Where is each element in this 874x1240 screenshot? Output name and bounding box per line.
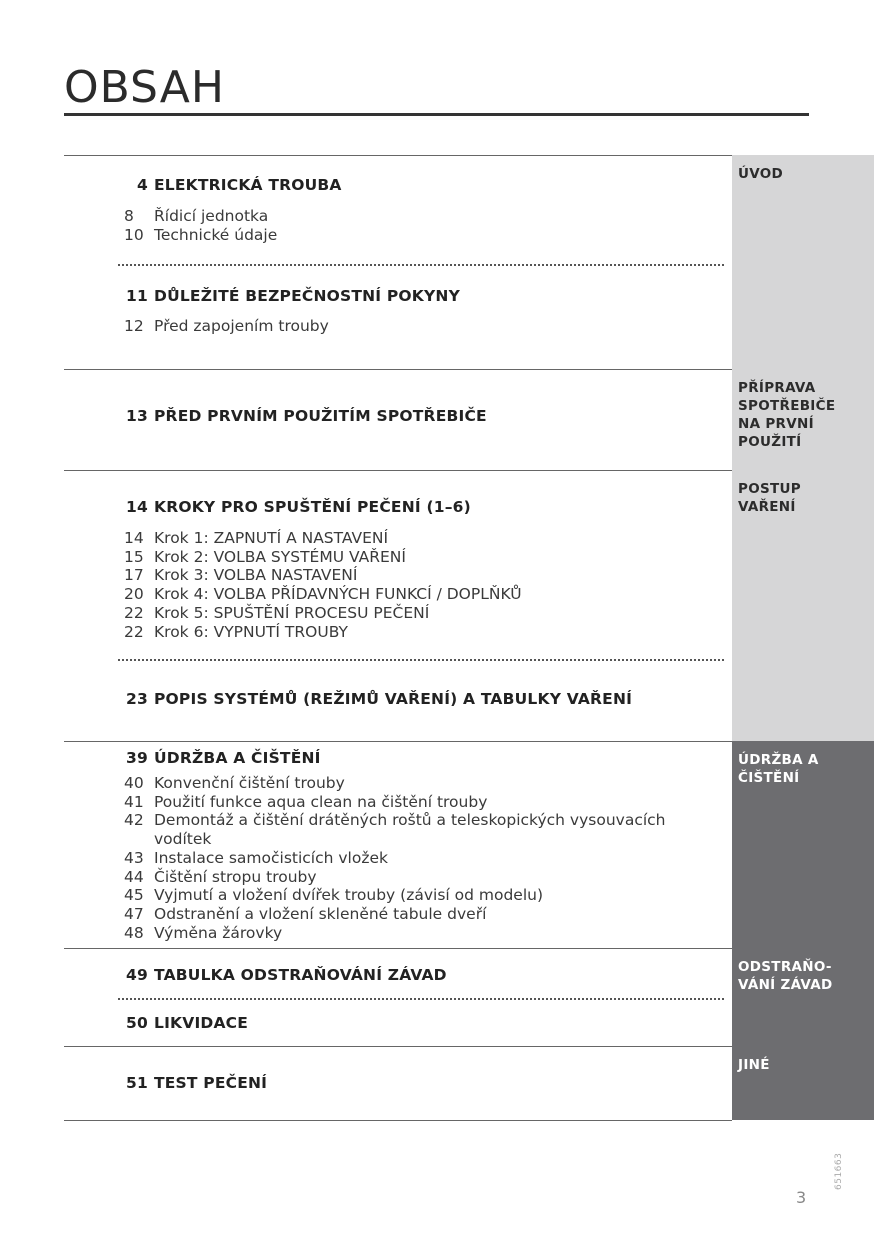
toc-item-text: Krok 6: VYPNUTÍ TROUBY (154, 623, 348, 641)
toc-item-text: Krok 1: ZAPNUTÍ A NASTAVENÍ (154, 529, 389, 547)
toc-page-number: 17 (124, 566, 144, 584)
toc-item-text: Výměna žárovky (154, 924, 283, 942)
toc-section-odstranovani-zavad (64, 948, 874, 1046)
toc-item-text: Konvenční čištění trouby (154, 774, 345, 792)
toc-page-number: 47 (124, 905, 144, 923)
toc-heading-text: KROKY PRO SPUŠTĚNÍ PEČENÍ (1–6) (154, 498, 471, 516)
toc-page-number: 48 (124, 924, 144, 942)
section-tab-label: ODSTRAŇO- VÁNÍ ZÁVAD (738, 959, 833, 993)
toc-item-text: Krok 5: SPUŠTĚNÍ PROCESU PEČENÍ (154, 604, 430, 622)
toc-page-number: 14 (126, 498, 148, 516)
toc-heading-text: POPIS SYSTÉMŮ (REŽIMŮ VAŘENÍ) A TABULKY VAŘENÍ (154, 690, 633, 708)
toc-heading-text: TABULKA ODSTRAŇOVÁNÍ ZÁVAD (154, 966, 447, 984)
toc-page-number: 41 (124, 793, 144, 811)
title-rule (64, 113, 809, 116)
toc-item-text: Krok 2: VOLBA SYSTÉMU VAŘENÍ (154, 548, 406, 566)
document-code: 651663 (834, 1152, 844, 1190)
toc-page-number: 11 (126, 287, 148, 305)
toc-heading-text: ELEKTRICKÁ TROUBA (154, 176, 342, 194)
toc-page-number: 49 (126, 966, 148, 984)
section-tab-label: POSTUP VAŘENÍ (738, 481, 801, 515)
toc-heading-text: LIKVIDACE (154, 1014, 249, 1032)
toc-item-text: vodítek (154, 830, 212, 848)
toc-page-number: 43 (124, 849, 144, 867)
toc-item-text: Vyjmutí a vložení dvířek trouby (závisí od modelu) (154, 886, 544, 904)
section-tab-label: ÚDRŽBA A ČIŠTĚNÍ (738, 752, 819, 786)
section-tab-uvod (732, 155, 874, 369)
toc-page-number: 4 (137, 176, 148, 194)
toc-page-number: 51 (126, 1074, 148, 1092)
toc-page-number: 8 (124, 207, 134, 225)
toc-page-number: 40 (124, 774, 144, 792)
toc-page-number: 42 (124, 811, 144, 829)
section-tab-label: ÚVOD (738, 166, 784, 182)
section-tab-label: JINÉ (738, 1057, 770, 1073)
section-tab-odstranovani-zavad (732, 948, 874, 1046)
toc-page-number: 12 (124, 317, 144, 335)
toc-item-text: Před zapojením trouby (154, 317, 329, 335)
toc-item-text: Technické údaje (154, 226, 278, 244)
toc-page-number: 13 (126, 407, 148, 425)
toc-heading-text: PŘED PRVNÍM POUŽITÍM SPOTŘEBIČE (154, 407, 487, 425)
toc-page-number: 50 (126, 1014, 148, 1032)
toc-page-number: 23 (126, 690, 148, 708)
dotted-separator (118, 659, 724, 661)
toc-section-uvod (64, 155, 874, 369)
toc-page-number: 14 (124, 529, 144, 547)
section-tab-priprava (732, 369, 874, 470)
dotted-separator (118, 264, 724, 266)
toc-item-text: Čištění stropu trouby (154, 868, 317, 886)
toc-page-number: 20 (124, 585, 144, 603)
toc-section-postup-vareni (64, 470, 874, 741)
toc-page-number: 39 (126, 749, 148, 767)
toc-heading-text: TEST PEČENÍ (154, 1074, 268, 1092)
toc-section-jine (64, 1046, 874, 1120)
page-number: 3 (796, 1188, 807, 1207)
section-tab-jine (732, 1046, 874, 1120)
toc-item-text: Použití funkce aqua clean na čištění trouby (154, 793, 488, 811)
toc-item-text: Demontáž a čištění drátěných roštů a teleskopických vysouvacích (154, 811, 666, 829)
toc-page-number: 45 (124, 886, 144, 904)
toc-item-text: Instalace samočisticích vložek (154, 849, 388, 867)
page-title: OBSAH (64, 62, 225, 113)
toc-section-priprava (64, 369, 874, 470)
section-tab-postup-vareni (732, 470, 874, 741)
section-tab-udrzba (732, 741, 874, 948)
toc-item-text: Krok 3: VOLBA NASTAVENÍ (154, 566, 358, 584)
toc-item-text: Řídicí jednotka (154, 207, 269, 225)
toc-page-number: 10 (124, 226, 144, 244)
toc-item-text: Krok 4: VOLBA PŘÍDAVNÝCH FUNKCÍ / DOPLŇKŮ (154, 585, 522, 603)
dotted-separator (118, 998, 724, 1000)
section-bottom-rule (64, 1120, 732, 1121)
toc-item-text: Odstranění a vložení skleněné tabule dveří (154, 905, 487, 923)
toc-heading-text: ÚDRŽBA A ČIŠTĚNÍ (154, 749, 321, 767)
section-tab-label: PŘÍPRAVA SPOTŘEBIČE NA PRVNÍ POUŽITÍ (738, 380, 836, 450)
toc-page-number: 44 (124, 868, 144, 886)
toc-heading-text: DŮLEŽITÉ BEZPEČNOSTNÍ POKYNY (154, 287, 461, 305)
toc-section-udrzba (64, 741, 874, 948)
toc-page-number: 22 (124, 623, 144, 641)
toc-page-number: 22 (124, 604, 144, 622)
toc-page-number: 15 (124, 548, 144, 566)
